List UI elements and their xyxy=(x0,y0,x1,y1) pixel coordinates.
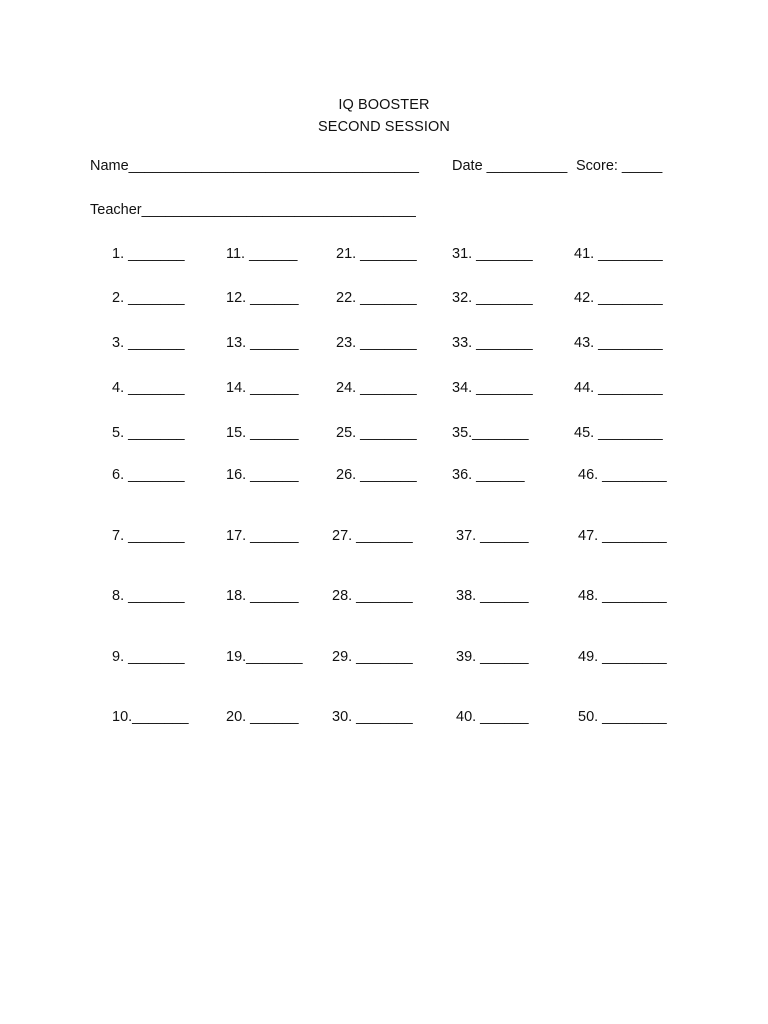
date-field: Date __________ xyxy=(452,158,568,174)
answer-blank-7: 7. _______ xyxy=(112,528,185,544)
answer-blank-39: 39. ______ xyxy=(456,649,529,665)
answer-blank-40: 40. ______ xyxy=(456,709,529,725)
answer-blank-34: 34. _______ xyxy=(452,380,533,396)
answer-blank-37: 37. ______ xyxy=(456,528,529,544)
score-field: Score: _____ xyxy=(576,158,663,174)
answer-blank-16: 16. ______ xyxy=(226,467,299,483)
answer-blank-50: 50. ________ xyxy=(578,709,667,725)
answer-blank-30: 30. _______ xyxy=(332,709,413,725)
answer-blank-45: 45. ________ xyxy=(574,425,663,441)
worksheet-subtitle: SECOND SESSION xyxy=(318,119,450,135)
answer-blank-24: 24. _______ xyxy=(336,380,417,396)
answer-blank-23: 23. _______ xyxy=(336,335,417,351)
answer-blank-1: 1. _______ xyxy=(112,246,185,262)
answer-blank-28: 28. _______ xyxy=(332,588,413,604)
answer-blank-41: 41. ________ xyxy=(574,246,663,262)
answer-blank-18: 18. ______ xyxy=(226,588,299,604)
answer-blank-21: 21. _______ xyxy=(336,246,417,262)
answer-blank-38: 38. ______ xyxy=(456,588,529,604)
answer-blank-4: 4. _______ xyxy=(112,380,185,396)
name-field: Name____________________________________ xyxy=(90,158,419,174)
answer-blank-25: 25. _______ xyxy=(336,425,417,441)
answer-blank-17: 17. ______ xyxy=(226,528,299,544)
answer-blank-3: 3. _______ xyxy=(112,335,185,351)
answer-blank-15: 15. ______ xyxy=(226,425,299,441)
answer-blank-13: 13. ______ xyxy=(226,335,299,351)
answer-blank-20: 20. ______ xyxy=(226,709,299,725)
answer-blank-43: 43. ________ xyxy=(574,335,663,351)
answer-blank-42: 42. ________ xyxy=(574,290,663,306)
answer-blank-27: 27. _______ xyxy=(332,528,413,544)
answer-blank-6: 6. _______ xyxy=(112,467,185,483)
answer-blank-48: 48. ________ xyxy=(578,588,667,604)
answer-blank-29: 29. _______ xyxy=(332,649,413,665)
answer-blank-35: 35._______ xyxy=(452,425,529,441)
answer-blank-49: 49. ________ xyxy=(578,649,667,665)
teacher-field: Teacher__________________________________ xyxy=(90,202,416,218)
answer-blank-10: 10._______ xyxy=(112,709,189,725)
answer-blank-12: 12. ______ xyxy=(226,290,299,306)
answer-blank-36: 36. ______ xyxy=(452,467,525,483)
answer-blank-46: 46. ________ xyxy=(578,467,667,483)
answer-blank-32: 32. _______ xyxy=(452,290,533,306)
answer-blank-11: 11. ______ xyxy=(226,246,298,262)
answer-blank-14: 14. ______ xyxy=(226,380,299,396)
answer-blank-5: 5. _______ xyxy=(112,425,185,441)
worksheet-title: IQ BOOSTER xyxy=(338,97,430,113)
answer-blank-26: 26. _______ xyxy=(336,467,417,483)
answer-blank-9: 9. _______ xyxy=(112,649,185,665)
answer-blank-8: 8. _______ xyxy=(112,588,185,604)
answer-blank-22: 22. _______ xyxy=(336,290,417,306)
answer-blank-33: 33. _______ xyxy=(452,335,533,351)
answer-blank-19: 19._______ xyxy=(226,649,303,665)
answer-blank-47: 47. ________ xyxy=(578,528,667,544)
answer-blank-44: 44. ________ xyxy=(574,380,663,396)
answer-blank-2: 2. _______ xyxy=(112,290,185,306)
answer-blank-31: 31. _______ xyxy=(452,246,533,262)
